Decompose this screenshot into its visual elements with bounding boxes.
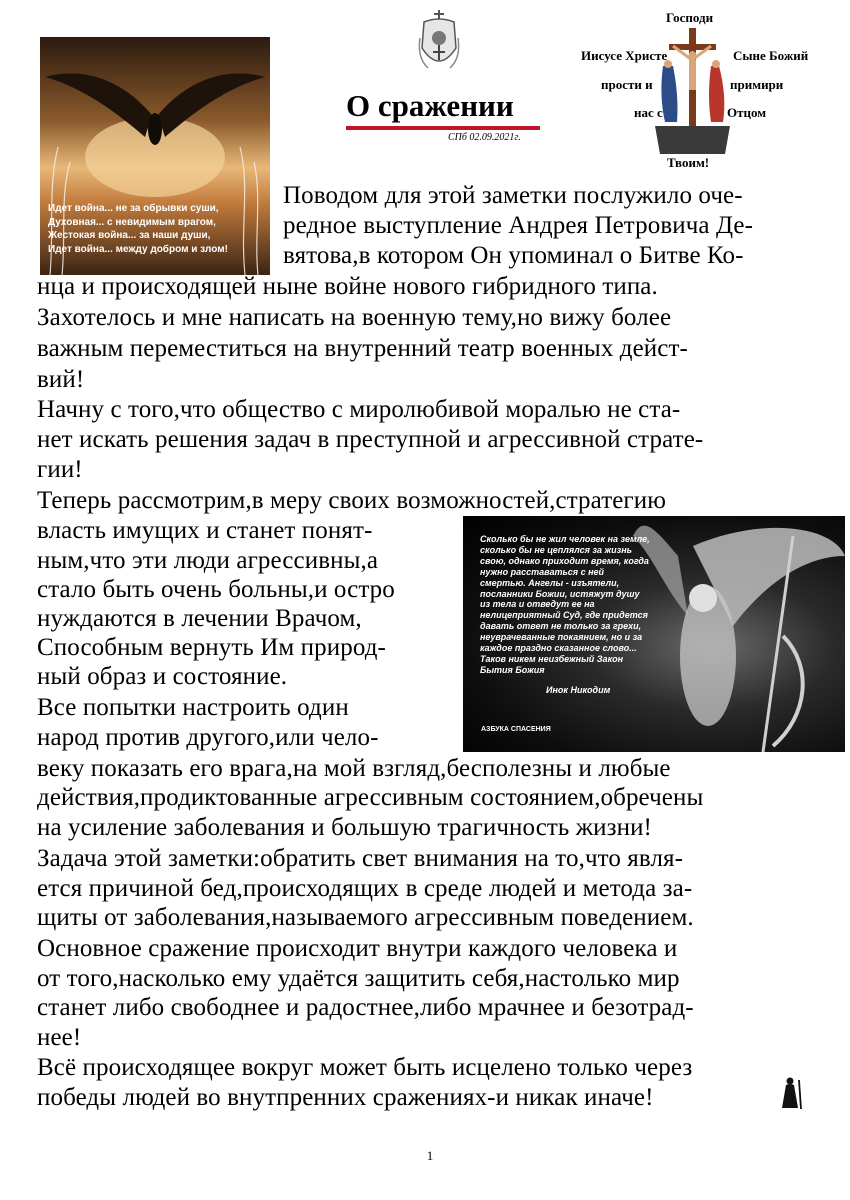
angel-of-death-image bbox=[463, 516, 845, 752]
image-caption bbox=[48, 202, 268, 256]
body-line: Всё происходящее вокруг может быть исцелено только через bbox=[37, 1054, 693, 1081]
caption-line: Идет война... между добром и злом! bbox=[48, 243, 228, 255]
body-line: нет искать решения задач в преступной и агрессивной страте- bbox=[37, 426, 704, 453]
body-line: Начну с того,что общество с миролюбивой моралью не ста- bbox=[37, 396, 681, 423]
dateline: СПб 02.09.2021г. bbox=[448, 132, 521, 143]
body-line: щиты от заболевания,называемого агрессивным поведением. bbox=[37, 904, 694, 931]
body-line: Теперь рассмотрим,в меру своих возможностей,стратегию bbox=[37, 487, 667, 514]
prayer-word: Твоим! bbox=[667, 155, 710, 170]
body-line: от того,насколько ему удаётся защитить себя,настолько мир bbox=[37, 965, 680, 992]
prayer-word: Иисусе Христе bbox=[581, 48, 668, 63]
page-number: 1 bbox=[426, 1148, 434, 1163]
body-line: власть имущих и станет понят- bbox=[37, 517, 373, 544]
angel-quote: Сколько бы не жил человек на земле, сколько бы не цеплялся за жизнь свою, однако приходит время, когда нужно расставаться с ней смертью. Ангелы - изъятели, посланники Божии, истяжут душу из тела и отведут ее на нелицеприятный Суд, где придется давать ответ не только за грехи, неуврачеванные покаянием, но и за каждое праздно сказанное слово... Таков никем неизбежный Закон Бытия Божия bbox=[480, 534, 650, 675]
body-line: Все попытки настроить один bbox=[37, 694, 349, 721]
body-line: Задача этой заметки:обратить свет внимания на то,что явля- bbox=[37, 845, 684, 872]
caption-line: Духовная... с невидимым врагом, bbox=[48, 216, 216, 228]
body-line: Захотелось и мне написать на военную тему,но вижу более bbox=[37, 304, 672, 331]
body-line: ется причиной бед,происходящих в среде людей и метода за- bbox=[37, 875, 693, 902]
body-line: действия,продиктованные агрессивным состоянием,обречены bbox=[37, 784, 704, 811]
body-line: важным переместиться на внутренний театр военных дейст- bbox=[37, 335, 688, 362]
body-line: Способным вернуть Им природ- bbox=[37, 634, 386, 661]
church-emblem-icon bbox=[414, 8, 464, 76]
title-underline bbox=[346, 126, 540, 130]
body-line: нца и происходящей ныне войне нового гибридного типа. bbox=[37, 273, 658, 300]
war-angel-image bbox=[40, 37, 270, 275]
caption-line: Идет война... не за обрывки суши, bbox=[48, 203, 219, 214]
prayer-word: прости и bbox=[601, 77, 653, 92]
prayer-word: Отцом bbox=[727, 105, 767, 120]
prayer-word: Сыне Божий bbox=[733, 48, 809, 63]
crucifixion-icon bbox=[655, 26, 730, 154]
body-line: вятова,в котором Он упоминал о Битве Ко- bbox=[283, 242, 744, 269]
body-line: стало быть очень больны,и остро bbox=[37, 576, 395, 603]
body-line: нуждаются в лечении Врачом, bbox=[37, 605, 362, 632]
image-source: АЗБУКА СПАСЕНИЯ bbox=[481, 726, 551, 733]
body-line: редное выступление Андрея Петровича Де- bbox=[283, 212, 754, 239]
body-line: ный образ и состояние. bbox=[37, 663, 288, 690]
body-line: ным,что эти люди агрессивны,а bbox=[37, 547, 379, 574]
body-line: Основное сражение происходит внутри каждого человека и bbox=[37, 935, 678, 962]
body-line: вий! bbox=[37, 366, 85, 393]
body-line: нее! bbox=[37, 1024, 82, 1051]
body-line: победы людей во внутпренних сражениях-и никак иначе! bbox=[37, 1084, 654, 1111]
prayer-word: Господи bbox=[666, 10, 714, 25]
body-line: гии! bbox=[37, 456, 83, 483]
prayer-word: примири bbox=[730, 77, 784, 92]
body-line: Поводом для этой заметки послужило оче- bbox=[283, 182, 743, 209]
body-line: на усиление заболевания и большую трагичность жизни! bbox=[37, 814, 652, 841]
body-line: народ против другого,или чело- bbox=[37, 724, 379, 751]
body-line: веку показать его врага,на мой взгляд,бесполезны и любые bbox=[37, 755, 671, 782]
monk-figure-icon bbox=[778, 1076, 804, 1110]
caption-line: Жестокая война... за наши души, bbox=[48, 230, 211, 241]
page-title: О сражении bbox=[346, 88, 514, 123]
body-line: станет либо свободнее и радостнее,либо мрачнее и безотрад- bbox=[37, 994, 694, 1021]
prayer-word: нас с bbox=[634, 105, 663, 120]
quote-author: Инок Никодим bbox=[546, 685, 611, 695]
